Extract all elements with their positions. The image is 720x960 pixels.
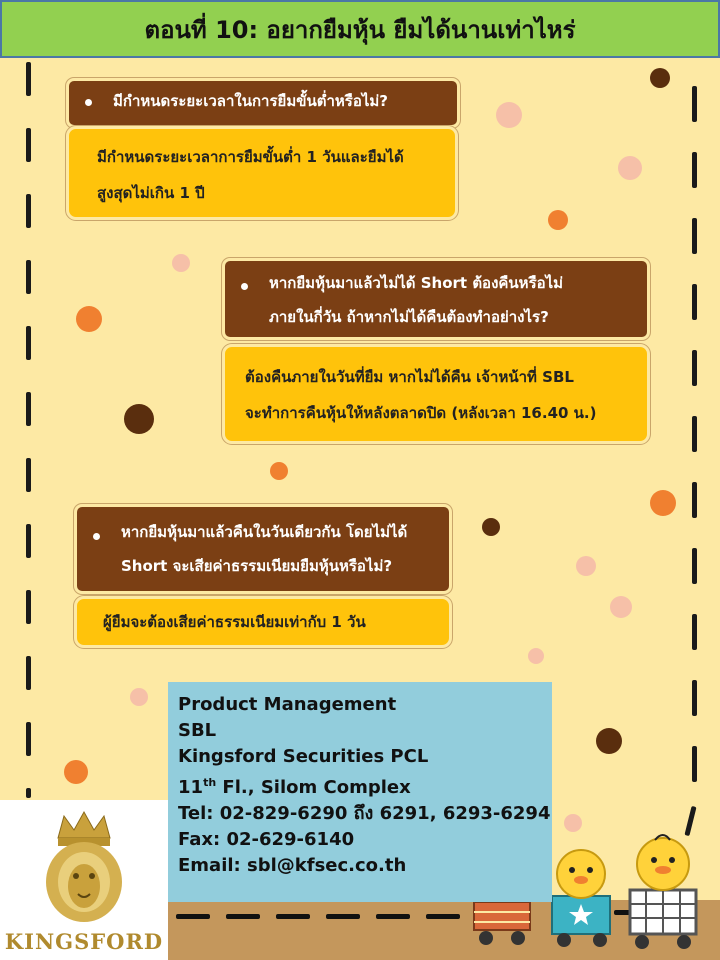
bullet-icon (93, 533, 100, 540)
question-box (66, 78, 460, 128)
question-text: Short จะเสียค่าธรรมเนียมยืมหุ้นหรือไม่? (121, 557, 393, 575)
question-text: มีกำหนดระยะเวลาในการยืมขั้นต่ำหรือไม่? (113, 92, 388, 110)
contact-department: Product Management (178, 694, 397, 715)
logo-text: KINGSFORD (4, 929, 164, 954)
contact-email[interactable]: Email: sbl@kfsec.co.th (178, 855, 407, 876)
answer-text: จะทำการคืนหุ้นให้หลังตลาดปิด (หลังเวลา 16.40 น.) (245, 404, 597, 422)
contact-company: Kingsford Securities PCL (178, 746, 429, 767)
page-title: ตอนที่ 10: อยากยืมหุ้น ยืมได้นานเท่าไหร่ (144, 15, 576, 44)
question-text: หากยืมหุ้นมาแล้วคืนในวันเดียวกัน โดยไม่ได้ (121, 523, 408, 541)
answer-text: ผู้ยืมจะต้องเสียค่าธรรมเนียมเท่ากับ 1 วัน (103, 613, 366, 631)
contact-address: 11th Fl., Silom Complex (178, 776, 411, 798)
bullet-icon (85, 99, 92, 106)
question-box (222, 258, 650, 340)
answer-text: สูงสุดไม่เกิน 1 ปี (97, 184, 205, 202)
contact-unit: SBL (178, 720, 217, 741)
contact-phone[interactable]: Tel: 02-829-6290 ถึง 6291, 6293-6294 (178, 803, 551, 824)
question-box (74, 504, 452, 594)
question-text: ภายในกี่วัน ถ้าหากไม่ได้คืนต้องทำอย่างไร? (269, 308, 549, 326)
answer-text: มีกำหนดระยะเวลาการยืมขั้นต่ำ 1 วันและยืมได้ (97, 148, 404, 166)
contact-fax: Fax: 02-629-6140 (178, 829, 355, 850)
answer-box (74, 596, 452, 648)
answer-box (66, 126, 458, 220)
answer-text: ต้องคืนภายในวันที่ยืม หากไม่ได้คืน เจ้าหน้าที่ SBL (245, 368, 574, 386)
contact-info-box (168, 682, 552, 902)
bullet-icon (241, 283, 248, 290)
question-text: หากยืมหุ้นมาแล้วไม่ได้ Short ต้องคืนหรือไม่ (269, 274, 564, 292)
page-title-bar (0, 0, 720, 58)
lion-crown-icon (36, 808, 132, 924)
answer-box (222, 344, 650, 444)
kingsford-logo (0, 800, 168, 960)
